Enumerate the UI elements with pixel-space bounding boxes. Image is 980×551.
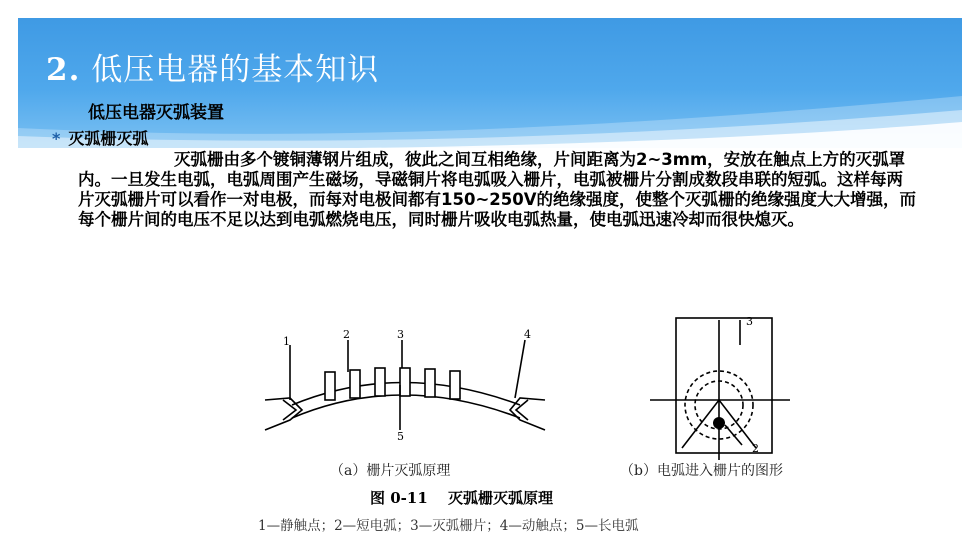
figure-b-diagram: [650, 318, 790, 460]
title-text: 低压电器的基本知识: [91, 52, 380, 88]
label-2: 2: [343, 328, 350, 341]
grid-plate: [450, 371, 460, 399]
caption-b: （b）电弧进入栅片的图形: [620, 463, 783, 479]
label-4: 4: [524, 328, 531, 341]
figure-title: 图 0-11 灭弧栅灭弧原理: [370, 489, 553, 507]
label-5: 5: [397, 430, 404, 443]
title-number: 2.: [46, 52, 81, 88]
figure-legend: 1—静触点；2—短电弧；3—灭弧栅片；4—动触点；5—长电弧: [258, 518, 639, 534]
moving-contact: [510, 398, 545, 430]
grid-plate: [400, 368, 410, 396]
label-3: 3: [397, 328, 404, 341]
figure-b-labels: [746, 315, 759, 455]
section-subtitle: 低压电器灭弧装置: [88, 103, 224, 123]
figure-a-diagram: [265, 340, 545, 430]
bullet-title: 灭弧栅灭弧: [68, 129, 149, 148]
grid-plate: [375, 368, 385, 396]
label-1: 1: [283, 335, 290, 348]
label-b-2: 2: [752, 442, 759, 455]
label-b-3: 3: [746, 315, 753, 328]
bullet-icon: *: [52, 129, 61, 148]
arc-point: [713, 417, 725, 429]
body-paragraph: 灭弧栅由多个镀铜薄钢片组成，彼此之间互相绝缘，片间距离为2~3mm，安放在触点上方的灭弧罩内。一旦发生电弧，电弧周围产生磁场，导磁铜片将电弧吸入栅片，电弧被栅片分割成数段串联的短弧。这样每两片灭弧栅片可以看作一对电极，而每对电极间都有150~250V的绝缘强度，使整个灭弧栅的绝缘强度大大增强，而每个栅片间的电压不足以达到电弧燃烧电压，同时栅片吸收电弧热量，使电弧迅速冷却而很快熄灭。: [78, 150, 916, 229]
grid-plate: [350, 370, 360, 398]
grid-plate: [325, 372, 335, 400]
caption-a: （a）栅片灭弧原理: [330, 463, 451, 479]
grid-plate: [425, 369, 435, 397]
